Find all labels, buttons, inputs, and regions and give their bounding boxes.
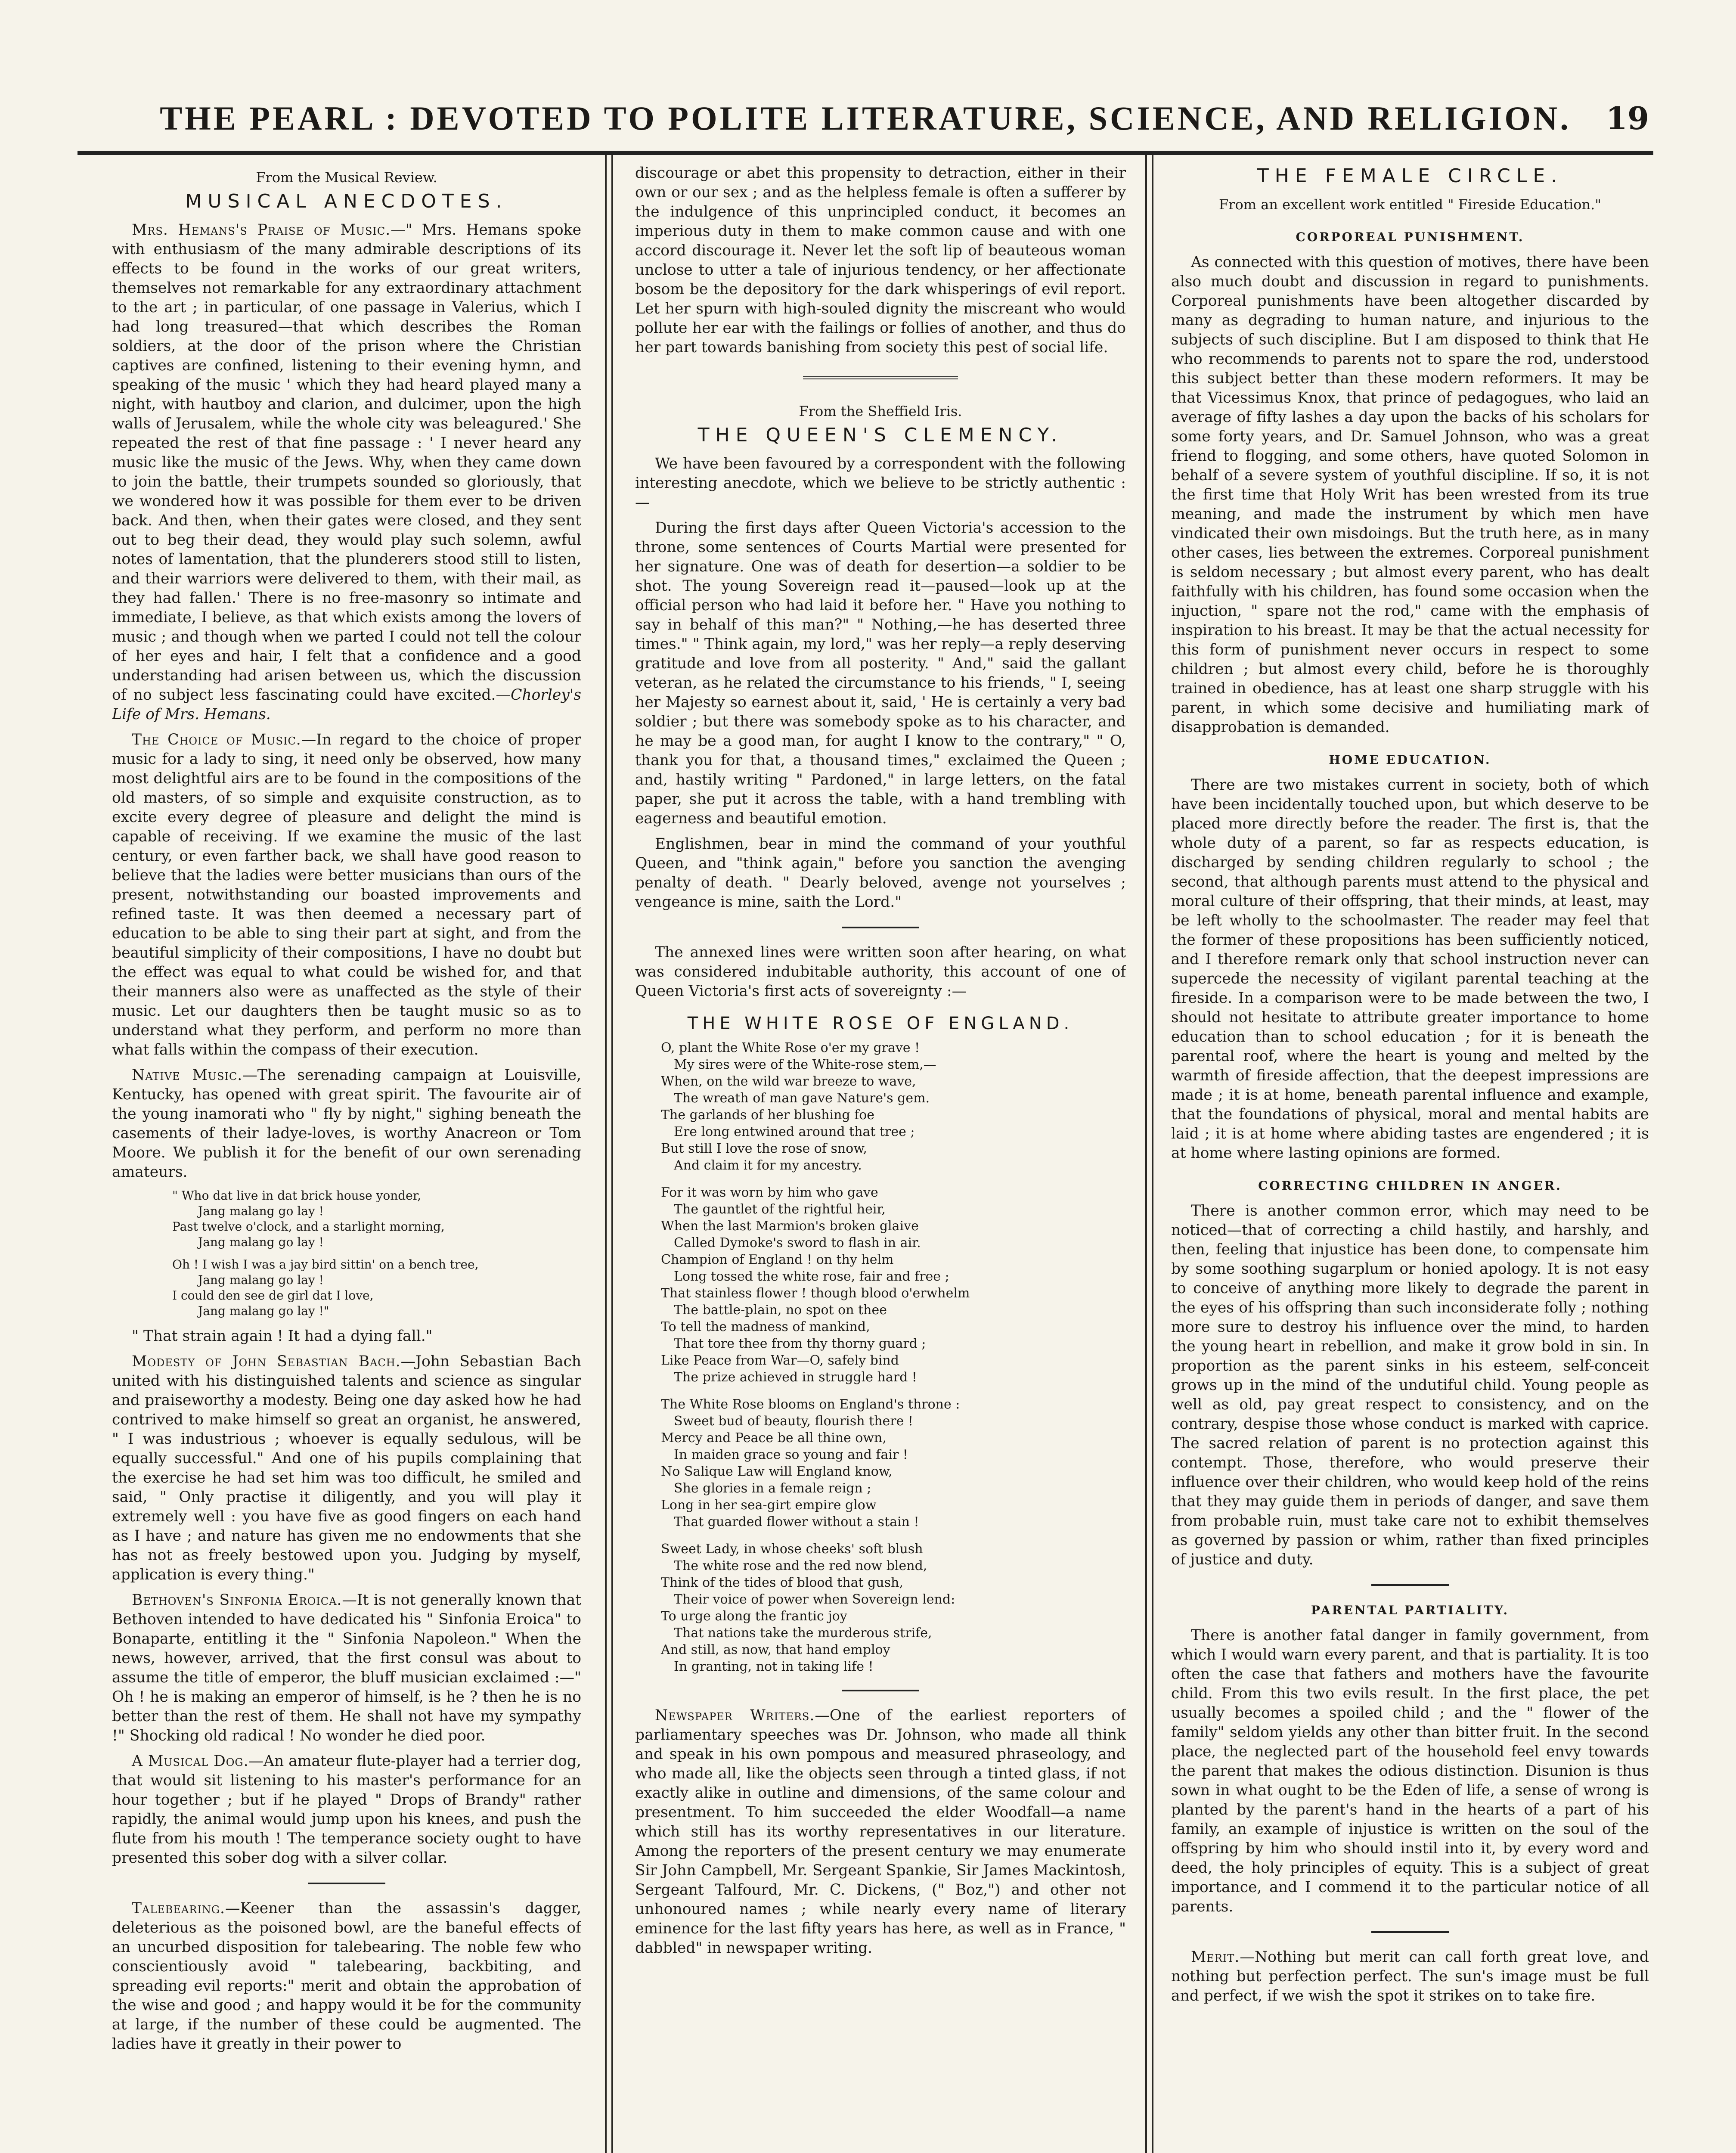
column-rule (605, 155, 607, 2153)
paragraph-text: —Keener than the assassin's dagger, deleterious as the poisoned bowl, are the baneful effects of an uncurbed disposition for talebearing. The noble few who conscientiously avoid " talebearing, backbiting, and spreading evil reports:" merit and obtain the approbation of the wise and good ; and happy would it be for the community at large, if the number of these could be augmented. The ladies have it greatly in their power to (112, 1900, 581, 2053)
poem-line: The white rose and the red now blend, (674, 1558, 927, 1573)
paragraph-text: —It is not generally known that Bethoven intended to have dedicated his " Sinfonia Eroica" to Bonaparte, entitling it the " Sinfonia Napoleon." When the news, however, arrived, that the first consul was about to assume the title of emperor, the bluff musician exclaimed :—" Oh ! he is making an emperor of himself, is he ? then he is no better than the rest of them. He shall not have my sympathy !" Shocking old radical ! No wonder he died poor. (112, 1591, 581, 1744)
column-right (1171, 164, 1649, 2153)
paragraph: " That strain again ! It had a dying fall." (132, 1328, 433, 1345)
poem-line: In maiden grace so young and fair ! (674, 1447, 908, 1462)
section-divider (1371, 1584, 1449, 1586)
song-line: Jang malang go lay ! (198, 1204, 324, 1218)
newspaper-page (78, 56, 1653, 2153)
poem-line: Mercy and Peace be all thine own, (661, 1430, 887, 1446)
paragraph: During the first days after Queen Victoria's accession to the throne, some sentences of Courts Martial were presented for her signature. One was of death for desertion—a soldier to be shot. The young Sovereign read it—paused—look up at the official person who had laid it before her. " Have you nothing to say in behalf of this man?" " Nothing,—he has deserted three times." " Think again, my lord," was her reply—a reply deserving gratitude and love from all posterity. " And," said the gallant veteran, as he related the circumstance to his friends, " I, seeing her Majesty so earnest about it, said, ' He is certainly a very bad soldier ; but there was somebody spoke as to his character, and he may be a good man, for aught I know to the contrary," " O, thank you for that, a thousand times," exclaimed the Queen ; and, hastily writing " Pardoned," in large letters, on the fatal paper, she put it across the table, with a hand trembling with eagerness and beautiful emotion. (635, 519, 1126, 827)
poem-line: In granting, not in taking life ! (674, 1659, 874, 1674)
paragraph: As connected with this question of motives, there have been also much doubt and discussion in regard to punishments. Corporeal punishments have been altogether discarded by many as degrading to human nature, and injurious to the subjects of such discipline. But I am disposed to think that He who recommends to parents not to spare the rod, understood this subject better than these modern reformers. It may be that Vicessimus Knox, that prince of pedagogues, who laid an average of fifty lashes a day upon the backs of his scholars for some forty years, and Dr. Samuel Johnson, who was a great friend to flogging, and some others, have quoted Solomon in behalf of a severe system of youthful discipline. If so, it is not the first time that Holy Writ has been wrested from its true meaning, and made the instrument by which men have vindicated their own misdoings. But the truth here, as in many other cases, lies between the extremes. Corporeal punishment is seldom necessary ; but almost every parent, who has dealt faithfully with his children, has found some occasion when the injuction, " spare not the rod," came with the emphasis of inspiration to his breast. It may be that the actual necessity for this form of punishment never occurs in respect to some children ; but almost every child, before he is thoroughly trained in obedience, has at least one sharp struggle with his parent, in which some decisive and humiliating mark of disapprobation is demanded. (1171, 254, 1649, 736)
section-divider (803, 376, 958, 383)
poem-line: The White Rose blooms on England's throne : (661, 1397, 960, 1412)
citation: Chorley's Life of Mrs. Hemans. (112, 686, 581, 723)
paragraph: discourage or abet this propensity to detraction, either in their own or our sex ; and as the helpless female is often a sufferer by the indulgence of this unprincipled conduct, it becomes an imperious duty in them to make common cause and with one accord discourage it. Never let the soft lip of beauteous woman unclose to utter a tale of injurious tendency, or her affectionate bosom be the depository for the dark whisperings of evil report. Let her spurn with high-souled dignity the miscreant who would pollute her ear with the failings or follies of another, and thus do her part towards banishing from society this pest of social life. (635, 164, 1126, 356)
column-rule (611, 155, 613, 2153)
subsection-heading: HOME EDUCATION. (1329, 753, 1491, 767)
paragraph: There is another common error, which may need to be noticed—that of correcting a child hastily, and harshly, and then, feeling that injustice has been done, to compensate him by some soothing sugarplum or honied apology. It is not easy to conceive of anything more likely to degrade the parent in the eyes of his offspring than such inconsiderate folly ; nothing more sure to destroy his influence over the mind, to harden the young heart in rebellion, and make it grow bold in sin. In proportion as the parent sinks in his esteem, self-conceit grows up in the mind of the undutiful child. Young people as well as old, pay great respect to consistency, and on the contrary, despise those whose conduct is marked with caprice. The sacred relation of parent is no protection against this contempt. Those, therefore, who would preserve their influence over their children, who would keep hold of the reins that they may guide them in periods of danger, and save them from probable ruin, must take care not to exhibit themselves as governed by passion or whim, rather than fixed principles of justice and duty. (1171, 1202, 1649, 1568)
poem-line: Ere long entwined around that tree ; (674, 1124, 915, 1139)
paragraph-text: —John Sebastian Bach united with his distinguished talents and science as singular and praiseworthy a modesty. Being one day asked how he had contrived to make himself so great an organist, he answered, " I was industrious ; whoever is equally sedulous, will be equally successful." And one of his pupils complaining that the exercise he had set him was too difficult, he smiled and said, " Only practise it diligently, and you will play it extremely well : you have five as good fingers on each hand as I have ; and nature has given me no endowments that she has not as freely bestowed upon you. Judging by myself, application is every thing." (112, 1353, 581, 1583)
poem-line: The prize achieved in struggle hard ! (674, 1370, 917, 1385)
paragraph-text: —One of the earliest reporters of parliamentary speeches was Dr. Johnson, who made all think and speak in his own pompous and measured phraseology, and who made all, like the objects seen through a tinted glass, if not exactly alike in outline and dimensions, of the same colour and presentment. To him succeeded the elder Woodfall—a name which still has its worthy representatives in our literature. Among the reporters of the present century we may enumerate Sir John Campbell, Mr. Sergeant Spankie, Sir James Mackintosh, Sergeant Talfourd, Mr. C. Dickens, (" Boz,") and other not unhonoured names ; while nearly every name of literary eminence for the last fifty years has here, as well as in France, " dabbled" in newspaper writing. (635, 1707, 1126, 1957)
subsection-heading: PARENTAL PARTIALITY. (1311, 1603, 1510, 1617)
paragraph (112, 1752, 581, 1868)
paragraph (112, 1066, 581, 1182)
poem-line: When the last Marmion's broken glaive (661, 1219, 919, 1234)
paragraph (112, 220, 581, 724)
section-divider (308, 1883, 385, 1884)
poem-line: That guarded flower without a stain ! (674, 1514, 919, 1529)
paragraph: There are two mistakes current in society, both of which have been incidentally touched upon, but which deserve to be placed more directly before the reader. The first is, that the whole duty of a parent, so far as respects education, is discharged by sending children regularly to school ; the second, that although parents must attend to the physical and moral culture of their offspring, that their minds, at least, may be left wholly to the schoolmaster. The reader may feel that the former of these propositions has been sufficiently noticed, and I therefore remark only that school instruction never can supercede the necessity of vigilant parental teaching at the fireside. In a comparison were to be made between the two, I should not hesitate to attribute greater importance to home education than to school education ; for it is beneath the parental roof, where the heart is young and melted by the warmth of fireside affection, that the deepest impressions are made ; it is at home, beneath parental influence and example, that the foundations of physical, moral and mental habits are laid ; it is at home where abiding tastes are engendered ; it is at home where lasting opinions are formed. (1171, 776, 1649, 1162)
column-left (112, 164, 581, 2153)
paragraph-lead: Native Music. (132, 1067, 243, 1084)
column-rule (1152, 155, 1153, 2153)
poem-line: Long tossed the white rose, fair and free ; (674, 1269, 949, 1284)
song-line: Jang malang go lay !" (198, 1304, 329, 1318)
poem-line: When, on the wild war breeze to wave, (661, 1074, 916, 1089)
poem-line: No Salique Law will England know, (661, 1464, 893, 1479)
section-divider (842, 1690, 919, 1691)
poem (661, 1039, 1126, 1675)
paragraph-lead: The Choice of Music. (132, 731, 301, 748)
poem-stanza (661, 1396, 1126, 1530)
song-line: " Who dat live in dat brick house yonder, (172, 1188, 421, 1203)
paragraph: We have been favoured by a correspondent with the following interesting anecdote, which we believe to be strictly authentic :— (635, 455, 1126, 511)
poem-stanza (661, 1541, 1126, 1675)
paragraph: There is another fatal danger in family government, from which I would warn every parent, and that is partiality. It is too often the case that fathers and mothers have the favourite child. From this two evils result. In the first place, the pet usually becomes a spoiled child ; and the " flower of the family" seldom yields any other than bitter fruit. In the second place, the neglected part of the household feel envy towards the parent that makes the odious distinction. Disunion is thus sown in what ought to be the Eden of life, a sense of wrong is planted by the parent's hand in the hearts of a part of his family, an example of injustice is written on the soul of the offspring by him who should instil into it, by every word and deed, the holy principles of equity. This is a subject of great importance, and I commend it to the particular notice of all parents. (1171, 1627, 1649, 1915)
poem-line: The garlands of her blushing foe (661, 1108, 875, 1123)
poem-line: To tell the madness of mankind, (661, 1319, 870, 1334)
section-divider (842, 927, 919, 928)
subsection-heading: CORRECTING CHILDREN IN ANGER. (1258, 1179, 1562, 1193)
poem-line: And claim it for my ancestry. (674, 1158, 862, 1173)
article-heading: MUSICAL ANECDOTES. (185, 190, 508, 212)
paragraph (112, 1899, 581, 2054)
poem-line: Think of the tides of blood that gush, (661, 1575, 903, 1590)
masthead-title: THE PEARL : DEVOTED TO POLITE LITERATURE, SCIENCE, AND RELIGION. (160, 99, 1571, 137)
poem-line: But still I love the rose of snow, (661, 1141, 867, 1156)
poem-line: Sweet Lady, in whose cheeks' soft blush (661, 1542, 923, 1557)
paragraph (112, 1352, 581, 1585)
paragraph-text: —The serenading campaign at Louisville, Kentucky, has opened with great spirit. The favourite air of the young inamorati who " fly by night," sighing beneath the casements of their ladye-loves, is worthy Anacreon or Tom Moore. We publish it for the benefit of our own serenading amateurs. (112, 1067, 581, 1181)
poem-line: And still, as now, that hand employ (661, 1642, 890, 1657)
poem-line: That stainless flower ! though blood o'erwhelm (661, 1286, 970, 1301)
paragraph (112, 730, 581, 1060)
masthead (78, 95, 1653, 155)
poem-line: That tore thee from thy thorny guard ; (674, 1336, 926, 1351)
paragraph-lead: Newspaper Writers. (655, 1707, 815, 1724)
paragraph-lead: Mrs. Hemans's Praise of Music. (132, 221, 391, 239)
paragraph-lead: Talebearing. (132, 1900, 225, 1917)
paragraph-lead: Bethoven's Sinfonia Eroica. (132, 1591, 342, 1609)
poem-line: She glories in a female reign ; (674, 1481, 871, 1496)
poem-line: The wreath of man gave Nature's gem. (674, 1091, 930, 1106)
song-line: Jang malang go lay ! (198, 1273, 324, 1287)
song-line: Jang malang go lay ! (198, 1235, 324, 1249)
paragraph-lead: A Musical Dog. (132, 1753, 249, 1770)
poem-line: Champion of England ! on thy helm (661, 1252, 894, 1267)
paragraph-text: —" Mrs. Hemans spoke with enthusiasm of the many admirable descriptions of its effects to be found in the works of our great writers, themselves not remarkable for any extraordinary attachment to the art ; in particular, of one passage in Valerius, which I had long treasured—that which describes the Roman soldiers, at the door of the prison where the Christian captives are confined, listening to their evening hymn, and speaking of the music ' which they had heard played many a night, with hautboy and clarion, and dulcimer, upon the high walls of Jerusalem, while the whole city was beleagured.' She repeated the rest of that fine passage : ' I never heard any music like the music of the Jews. Why, when they came down to join the battle, their trumpets sounded so gloriously, that we wondered how it was possible for them ever to be driven back. And then, when their gates were closed, and they sent out to beg their dead, they would play such solemn, awful notes of lamentation, that the plunderers stood still to listen, and their warriors were delivered to them, with their mail, as they had fallen.' There is no free-masonry so intimate and immediate, I believe, as that which exists among the lovers of music ; and though when we parted I could not tell the colour of her eyes and hair, I felt that a confidence and a good understanding had arisen between us, which the discussion of no subject less fascinating could have excited.— (112, 221, 581, 704)
paragraph-text: —In regard to the choice of proper music for a lady to sing, it need only be observed, how many most delightful airs are to be found in the compositions of the old masters, of so simple and exquisite construction, as to excite every degree of pleasure and delight the mind is capable of receiving. If we examine the music of the last century, or even farther back, we shall have good reason to believe that the ladies were better musicians than ours of the present, notwithstanding our boasted improvements and refined taste. It was then deemed a necessary part of education to be able to sing their part at sight, and from the beautiful simplicity of their compositions, I have no doubt but the effect was equal to what could be wished for, and that their manners also were as unaffected as the style of their music. Let our daughters then be taught music so as to understand what they perform, and perform no more than what falls within the compass of their execution. (112, 731, 581, 1058)
paragraph: The annexed lines were written soon after hearing, on what was considered indubitable authority, this account of one of Queen Victoria's first acts of sovereignty :— (635, 944, 1126, 1000)
paragraph-text: —An amateur flute-player had a terrier dog, that would sit listening to his master's performance for an hour together ; but if he played " Drops of Brandy" rather rapidly, the animal would jump upon his knees, and push the flute from his mouth ! The temperance society ought to have presented this sober dog with a silver collar. (112, 1753, 581, 1867)
poem-line: For it was worn by him who gave (661, 1185, 878, 1200)
paragraph-text: —Nothing but merit can call forth great love, and nothing but perfection perfect. The sun's image must be full and perfect, if we wish the spot it strikes on to take fire. (1171, 1948, 1649, 2004)
poem-line: Called Dymoke's sword to flash in air. (674, 1235, 921, 1250)
poem-line: Sweet bud of beauty, flourish there ! (674, 1414, 913, 1429)
page-number: 19 (1606, 100, 1649, 137)
poem-line: The gauntlet of the rightful heir, (674, 1202, 886, 1217)
song-verse (172, 1188, 581, 1319)
poem-line: Like Peace from War—O, safely bind (661, 1353, 899, 1368)
article-source: From the Sheffield Iris. (799, 403, 962, 419)
poem-line: Long in her sea-girt empire glow (661, 1498, 877, 1513)
paragraph (112, 1591, 581, 1746)
poem-title: THE WHITE ROSE OF ENGLAND. (687, 1014, 1074, 1033)
poem-stanza (661, 1184, 1126, 1386)
poem-line: The battle-plain, no spot on thee (674, 1303, 887, 1318)
poem-line: O, plant the White Rose o'er my grave ! (661, 1040, 920, 1055)
song-line: Oh ! I wish I was a jay bird sittin' on a bench tree, (172, 1257, 479, 1272)
subsection-heading: CORPOREAL PUNISHMENT. (1296, 230, 1525, 244)
poem-stanza (661, 1039, 1126, 1174)
song-line: I could den see de girl dat I love, (172, 1288, 374, 1303)
poem-line: To urge along the frantic joy (661, 1609, 847, 1624)
section-divider (1371, 1931, 1449, 1933)
article-heading: THE QUEEN'S CLEMENCY. (698, 424, 1063, 446)
song-line: Past twelve o'clock, and a starlight morning, (172, 1219, 445, 1234)
paragraph-lead: Modesty of John Sebastian Bach. (132, 1353, 401, 1370)
paragraph-lead: Merit. (1191, 1948, 1240, 1966)
section-heading: THE FEMALE CIRCLE. (1257, 165, 1563, 187)
article-source: From the Musical Review. (256, 169, 437, 186)
column-middle (635, 164, 1126, 2153)
paragraph (1171, 1948, 1649, 2006)
poem-line: That nations take the murderous strife, (674, 1626, 932, 1641)
article-source: From an excellent work entitled " Fireside Education." (1219, 196, 1601, 213)
column-rule (1145, 155, 1147, 2153)
paragraph: Englishmen, bear in mind the command of your youthful Queen, and "think again," before you sanction the avenging penalty of death. " Dearly beloved, avenge not yourselves ; vengeance is mine, saith the Lord." (635, 835, 1126, 911)
poem-line: Their voice of power when Sovereign lend: (674, 1592, 955, 1607)
paragraph (635, 1706, 1126, 1958)
poem-line: My sires were of the White-rose stem,— (674, 1057, 936, 1072)
